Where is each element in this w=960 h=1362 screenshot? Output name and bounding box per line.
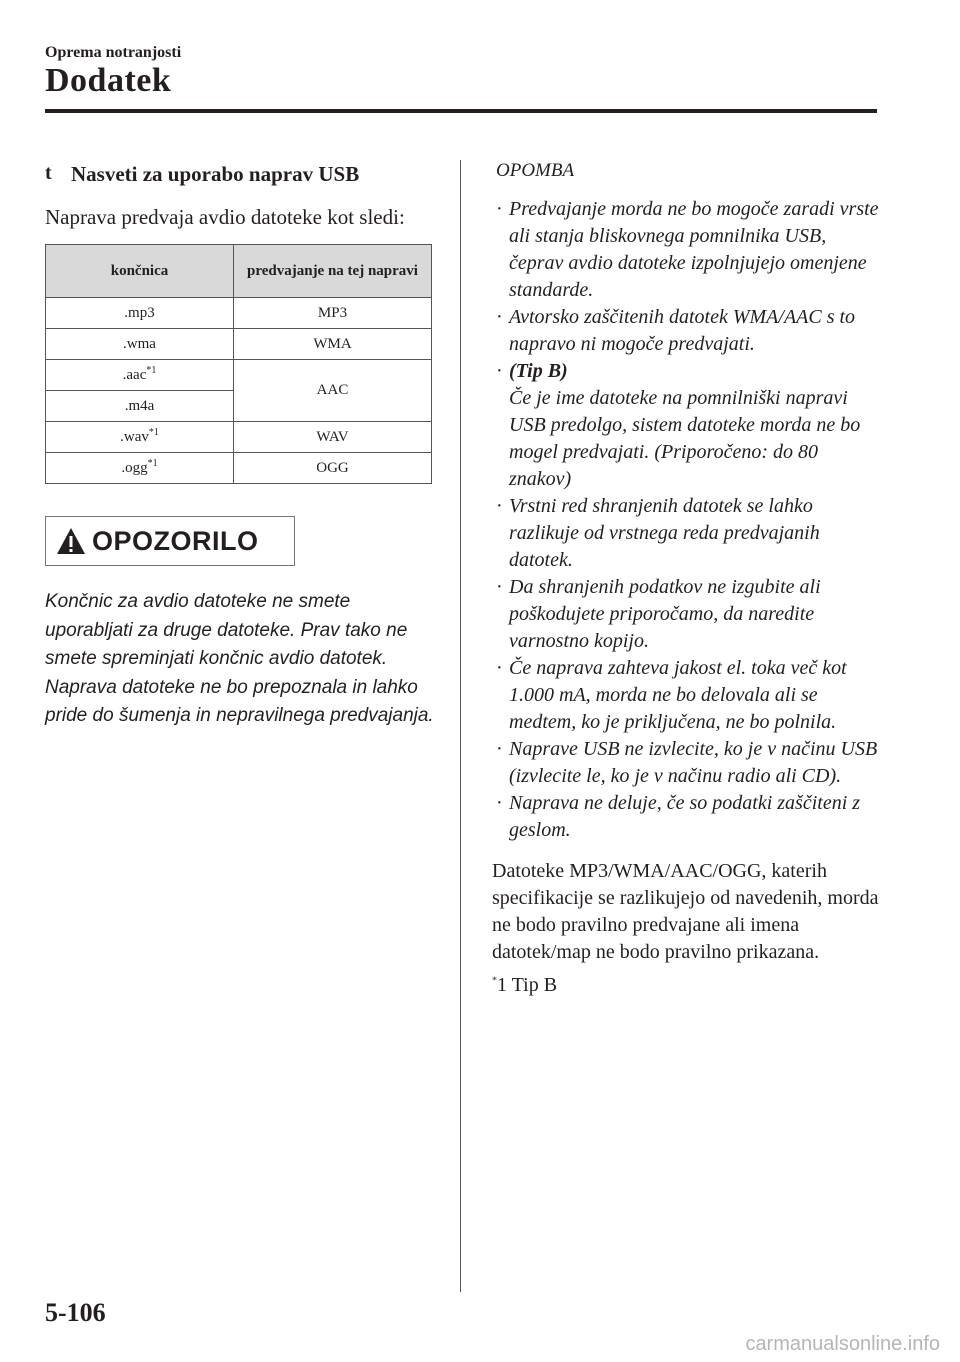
warning-box <box>45 516 295 566</box>
table-cell-format: OGG <box>234 453 432 484</box>
intro-text: Naprava predvaja avdio datoteke kot sledi: <box>45 205 405 229</box>
notes-list <box>492 196 884 844</box>
table-cell-format: MP3 <box>234 298 432 329</box>
right-column <box>492 160 884 997</box>
section-heading <box>45 162 433 187</box>
table-row <box>46 453 432 484</box>
list-item: · Če naprava zahteva jakost el. toka več kot 1.000 mA, morda ne bo delovala ali se medtem, ko je priključena, ne bo polnila. <box>496 657 847 733</box>
warning-triangle-icon <box>56 527 86 555</box>
list-item: · Predvajanje morda ne bo mogoče zaradi vrste ali stanja bliskovnega pomnilnika USB, čeprav avdio datoteke izpolnjujejo omenjene standarde. <box>496 198 879 301</box>
heading-marker-icon: t <box>45 162 52 184</box>
section-heading-text: Nasveti za uporabo naprav USB <box>71 162 360 186</box>
table-cell-extension: .ogg$^{*1}$ <box>46 453 234 484</box>
table-cell-format: AAC <box>234 360 432 422</box>
list-item: · (Tip B) Če je ime datoteke na pomnilniški napravi USB predolgo, sistem datoteke morda ne bo mogel predvajati. (Priporočeno: do 80 znakov) <box>496 360 861 490</box>
table-cell-extension: .wma <box>46 329 234 360</box>
warning-label: OPOZORILO <box>92 525 259 556</box>
page-title: Dodatek <box>45 62 172 99</box>
note-heading: OPOMBA <box>496 160 575 181</box>
table-cell-format: WMA <box>234 329 432 360</box>
table-cell-extension: .mp3 <box>46 298 234 329</box>
table-cell-extension: .aac$^{*1}$ <box>46 360 234 391</box>
section-label: Oprema notranjosti <box>45 44 182 61</box>
left-column <box>45 160 433 731</box>
header-divider <box>45 109 877 113</box>
table-cell-extension: .m4a <box>46 391 234 422</box>
table-row <box>46 329 432 360</box>
list-item: · Vrstni red shranjenih datotek se lahko razlikuje od vrstnega reda predvajanih datotek. <box>496 495 820 571</box>
list-item: · Avtorsko zaščitenih datotek WMA/AAC s to napravo ni mogoče predvajati. <box>496 306 856 355</box>
table-row <box>46 422 432 453</box>
file-extension-table <box>45 244 432 484</box>
table-row <box>46 360 432 391</box>
table-cell-format: WAV <box>234 422 432 453</box>
column-divider <box>460 160 461 1292</box>
list-item: · Naprave USB ne izvlecite, ko je v načinu USB (izvlecite le, ko je v načinu radio ali CD). <box>496 738 878 787</box>
table-header-playback: predvajanje na tej napravi <box>234 245 432 298</box>
table-cell-extension: .wav$^{*1}$ <box>46 422 234 453</box>
table-header-extension: končnica <box>46 245 234 298</box>
watermark: carmanualsonline.info <box>745 1333 940 1355</box>
footnote: *1 Tip B <box>492 974 558 996</box>
list-item: · Da shranjenih podatkov ne izgubite ali poškodujete priporočamo, da naredite varnostno kopijo. <box>496 576 821 652</box>
list-item: · Naprava ne deluje, če so podatki zaščiteni z geslom. <box>496 792 861 841</box>
page-number: 5-106 <box>45 1298 106 1327</box>
table-row <box>46 298 432 329</box>
warning-text: Končnic za avdio datoteke ne smete uporabljati za druge datoteke. Prav tako ne smete spreminjati končnic avdio datotek. Naprava datoteke ne bo prepoznala in lahko pride do šumenja in nepravilnega predvajanja. <box>45 591 434 726</box>
body-paragraph: Datoteke MP3/WMA/AAC/OGG, katerih specifikacije se razlikujejo od navedenih, morda ne bodo pravilno predvajane ali imena datotek/map ne bodo pravilno prikazana. <box>492 860 879 963</box>
